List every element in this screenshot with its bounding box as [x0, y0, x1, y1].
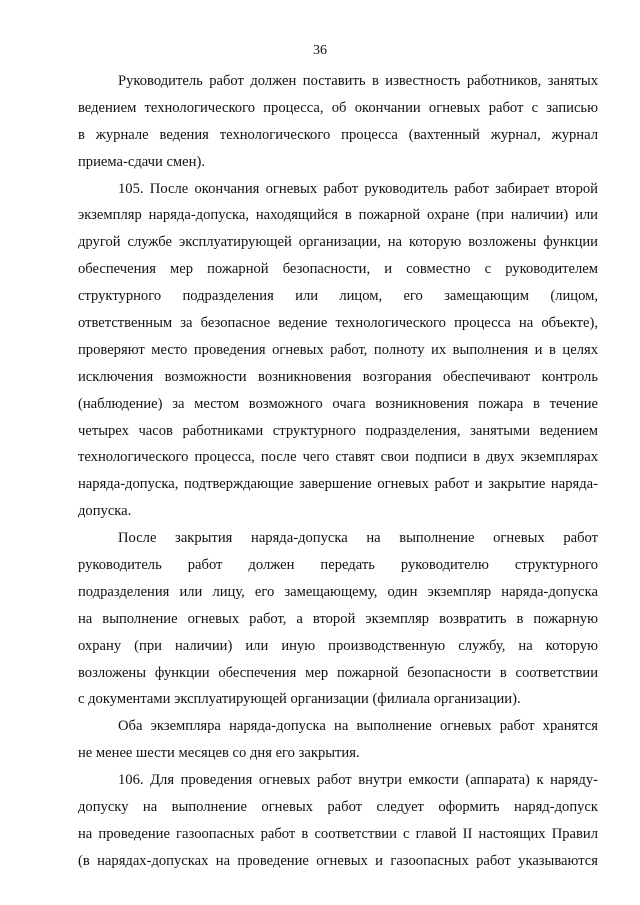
paragraph	[78, 713, 598, 767]
text-line: Оба экземпляра наряда-допуска на выполнение огневых работ хранятся	[118, 718, 598, 735]
text-line: (в нарядах-допусках на проведение огневых и газоопасных работ указываются	[78, 852, 598, 869]
text-line: структурного подразделения или лицом, его замещающим (лицом,	[78, 288, 598, 305]
text-line: на проведение газоопасных работ в соответствии с главой II настоящих Правил	[78, 825, 598, 842]
text-line: После закрытия наряда-допуска на выполнение огневых работ	[118, 530, 598, 547]
text-line: допуска.	[78, 503, 132, 520]
document-body	[78, 68, 598, 875]
text-line: технологического процесса, после чего ставят свои подписи в двух экземплярах	[78, 449, 598, 466]
text-line: возложены функции обеспечения мер пожарной безопасности в соответствии	[78, 664, 598, 681]
text-line: допуску на выполнение огневых работ следует оформить наряд-допуск	[78, 799, 598, 816]
text-line: обеспечения мер пожарной безопасности, и совместно с руководителем	[78, 261, 598, 278]
text-line: исключения возможности возникновения возгорания обеспечивают контроль	[78, 368, 598, 385]
text-line: ведением технологического процесса, об окончании огневых работ с записью	[78, 99, 598, 116]
text-line: руководитель работ должен передать руководителю структурного	[78, 557, 598, 574]
paragraph	[78, 767, 598, 875]
text-line: с документами эксплуатирующей организации (филиала организации).	[78, 691, 521, 708]
page-number: 36	[313, 43, 327, 58]
text-line: 106. Для проведения огневых работ внутри емкости (аппарата) к наряду-	[118, 772, 598, 789]
paragraph	[78, 525, 598, 713]
text-line: четырех часов работниками структурного подразделения, занятыми ведением	[78, 422, 598, 439]
text-line: в журнале ведения технологического процесса (вахтенный журнал, журнал	[78, 126, 598, 143]
text-line: 105. После окончания огневых работ руководитель работ забирает второй	[118, 180, 598, 197]
text-line: проверяют место проведения огневых работ, полноту их выполнения и в целях	[78, 341, 598, 358]
text-line: не менее шести месяцев со дня его закрытия.	[78, 745, 360, 762]
paragraph	[78, 68, 598, 176]
text-line: охрану (при наличии) или иную производственную службу, на которую	[78, 637, 598, 654]
text-line: приема-сдачи смен).	[78, 153, 205, 170]
text-line: (наблюдение) за местом возможного очага возникновения пожара в течение	[78, 395, 598, 412]
text-line: ответственным за безопасное ведение технологического процесса на объекте),	[78, 315, 598, 332]
text-line: другой службе эксплуатирующей организации, на которую возложены функции	[78, 234, 598, 251]
text-line: подразделения или лицу, его замещающему, один экземпляр наряда-допуска	[78, 583, 598, 600]
paragraph	[78, 176, 598, 526]
text-line: на выполнение огневых работ, а второй экземпляр возвратить в пожарную	[78, 610, 598, 627]
text-line: Руководитель работ должен поставить в известность работников, занятых	[118, 73, 598, 89]
text-line: наряда-допуска, подтверждающие завершение огневых работ и закрытие наряда-	[78, 476, 598, 493]
text-line: экземпляр наряда-допуска, находящийся в пожарной охране (при наличии) или	[78, 207, 598, 224]
